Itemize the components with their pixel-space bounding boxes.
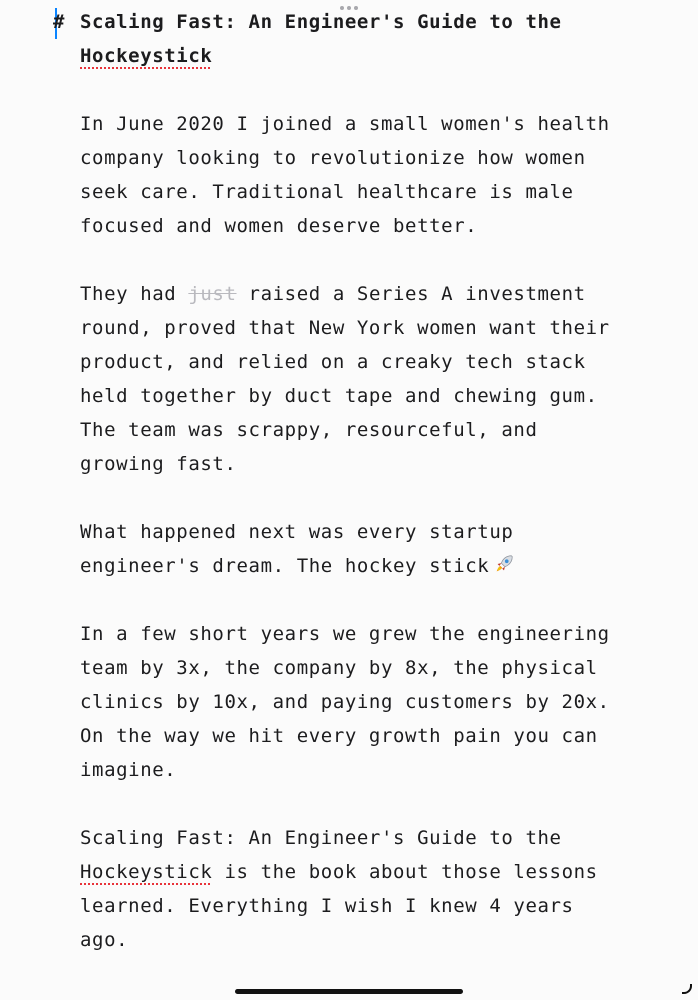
home-indicator[interactable]: [235, 989, 463, 994]
paragraph-2[interactable]: [80, 277, 620, 481]
paragraph-1[interactable]: In June 2020 I joined a small women's health company looking to revolutionize how women seek care. Traditional healthcare is male focused and women deserve better.: [80, 113, 610, 237]
paragraph-text: is the book about those lessons learned. Everything I wish I knew 4 years ago.: [80, 861, 598, 951]
heading-text: Scaling Fast: An Engineer's Guide to the: [80, 11, 562, 33]
document-heading[interactable]: [53, 5, 600, 73]
paragraph-5[interactable]: [80, 821, 620, 957]
paragraph-text: They had: [80, 283, 189, 305]
paragraph-text: Scaling Fast: An Engineer's Guide to the: [80, 827, 562, 849]
markdown-editor[interactable]: [53, 5, 680, 991]
misspelled-word[interactable]: Hockeystick: [80, 45, 213, 67]
resize-corner-icon: [682, 984, 692, 994]
misspelled-word[interactable]: Hockeystick: [80, 861, 213, 883]
paragraph-3[interactable]: [80, 515, 620, 583]
paragraph-text: What happened next was every startup engineer's dream. The hockey stick: [80, 521, 514, 577]
paragraph-text: raised a Series A investment round, proved that New York women want their product, and relied on a creaky tech stack held together by duct tape and chewing gum. The team was scrappy, resourceful, and growing fast.: [80, 283, 610, 475]
heading-marker: #: [53, 11, 66, 33]
paragraph-4[interactable]: In a few short years we grew the engineering team by 3x, the company by 8x, the physical clinics by 10x, and paying customers by 20x. On the way we hit every growth pain you can imagine.: [80, 623, 610, 781]
strikethrough-text: just: [188, 283, 237, 305]
rocket-icon: [493, 553, 515, 575]
